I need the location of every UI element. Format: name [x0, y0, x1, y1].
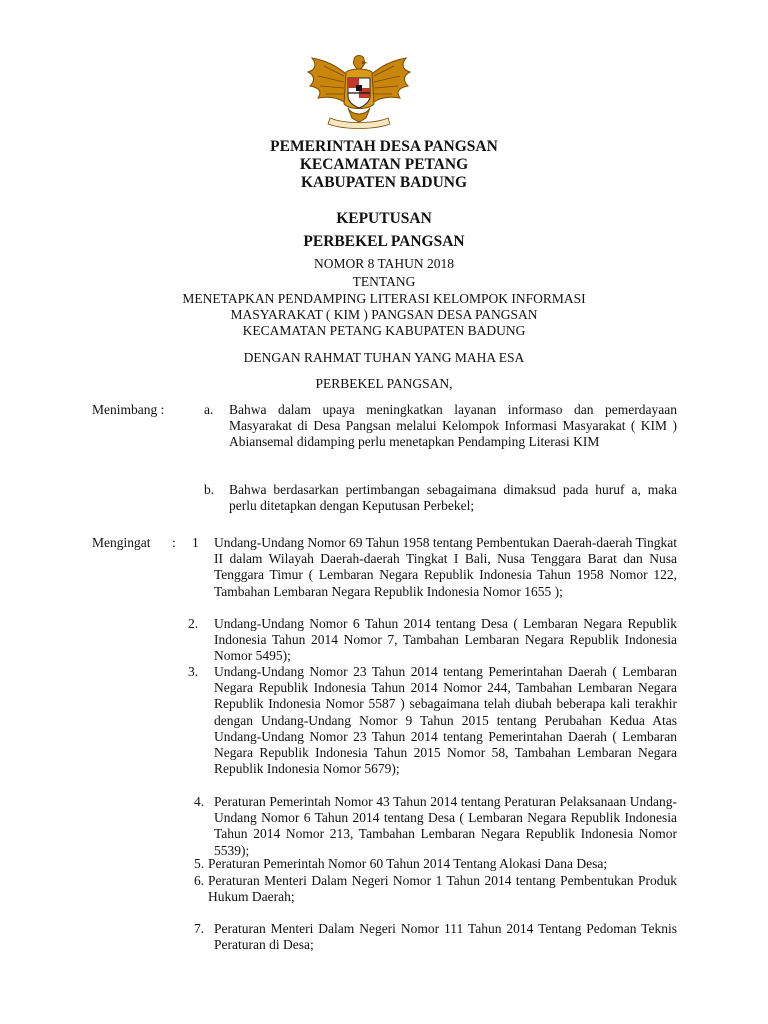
decree-issuer-title: PERBEKEL PANGSAN: [303, 233, 465, 250]
decree-subject-line2: MASYARAKAT ( KIM ) PANGSAN DESA PANGSAN: [230, 307, 538, 322]
mengingat-item-7: Peraturan Menteri Dalam Negeri Nomor 111 Tahun 2014 Tentang Pedoman Teknis Peraturan di Desa;: [214, 921, 677, 953]
garuda-emblem-icon: [304, 52, 414, 130]
decree-number: NOMOR 8 TAHUN 2018: [313, 256, 455, 271]
menimbang-marker-a: a.: [204, 402, 214, 417]
mengingat-label: Mengingat: [92, 535, 151, 550]
issuer-line: PERBEKEL PANGSAN,: [315, 376, 453, 391]
menimbang-marker-b: b.: [204, 482, 215, 497]
mengingat-marker-2: 2.: [188, 616, 199, 631]
mengingat-colon: :: [172, 535, 176, 550]
mengingat-marker-7: 7.: [194, 921, 205, 936]
mengingat-item-6: Peraturan Menteri Dalam Negeri Nomor 1 Tahun 2014 tentang Pembentukan Produk Hukum Daerah;: [208, 873, 677, 905]
decree-tentang: TENTANG: [352, 274, 416, 289]
blessing-line: DENGAN RAHMAT TUHAN YANG MAHA ESA: [243, 350, 525, 365]
mengingat-marker-5: 5.: [194, 856, 205, 871]
menimbang-label: Menimbang :: [92, 402, 165, 417]
header-regency: KABUPATEN BADUNG: [300, 174, 468, 191]
header-district: KECAMATAN PETANG: [299, 156, 469, 173]
decree-title: KEPUTUSAN: [336, 210, 432, 227]
header-government: PEMERINTAH DESA PANGSAN: [270, 138, 498, 155]
menimbang-item-b: Bahwa berdasarkan pertimbangan sebagaimana dimaksud pada huruf a, maka perlu ditetapkan dengan Keputusan Perbekel;: [229, 482, 677, 514]
mengingat-item-5: Peraturan Pemerintah Nomor 60 Tahun 2014 Tentang Alokasi Dana Desa;: [208, 856, 608, 871]
mengingat-item-2: Undang-Undang Nomor 6 Tahun 2014 tentang Desa ( Lembaran Negara Republik Indonesia Tahun 2014 Nomor 7, Tambahan Lembaran Negara Republik Indonesia Nomor 5495);: [214, 616, 677, 664]
mengingat-item-4: Peraturan Pemerintah Nomor 43 Tahun 2014 tentang Peraturan Pelaksanaan Undang-Undang Nomor 6 Tahun 2014 tentang Desa ( Lembaran Negara Republik Indonesia Tahun 2014 Nomor 213, Tambahan Lembaran Negara Republik Indonesia Nomor 5539);: [214, 794, 677, 858]
mengingat-marker-3: 3.: [188, 664, 199, 679]
mengingat-item-3: Undang-Undang Nomor 23 Tahun 2014 tentang Pemerintahan Daerah ( Lembaran Negara Republik Indonesia Tahun 2014 Nomor 244, Tambahan Lembaran Negara Republik Indonesia Nomor 5587 ) sebagaimana telah diubah beberapa kali terakhir dengan Undang-Undang Nomor 9 Tahun 2015 tentang Perubahan Kedua Atas Undang-Undang Nomor 23 Tahun 2014 tentang Pemerintahan Daerah ( Lembaran Negara Republik Indonesia Tahun 2015 Nomor 58, Tambahan Lembaran Negara Republik Indonesia Nomor 5679);: [214, 664, 677, 777]
mengingat-marker-4: 4.: [194, 794, 205, 809]
mengingat-marker-1: 1: [192, 535, 199, 550]
mengingat-item-1: Undang-Undang Nomor 69 Tahun 1958 tentang Pembentukan Daerah-daerah Tingkat II dalam Wilayah Daerah-daerah Tingkat I Bali, Nusa Tenggara Barat dan Nusa Tenggara Timur ( Lembaran Negara Republik Indonesia Tahun 1958 Nomor 122, Tambahan Lembaran Negara Republik Indonesia Nomor 1655 );: [214, 535, 677, 599]
menimbang-item-a: Bahwa dalam upaya meningkatkan layanan informaso dan pemerdayaan Masyarakat di Desa Pangsan melalui Kelompok Informasi Masyarakat ( KIM ) Abiansemal didamping perlu menetapkan Pendamping Literasi KIM: [229, 402, 677, 450]
decree-subject-line1: MENETAPKAN PENDAMPING LITERASI KELOMPOK INFORMASI: [182, 291, 586, 306]
mengingat-marker-6: 6.: [194, 873, 205, 888]
decree-subject-line3: KECAMATAN PETANG KABUPATEN BADUNG: [242, 323, 526, 338]
